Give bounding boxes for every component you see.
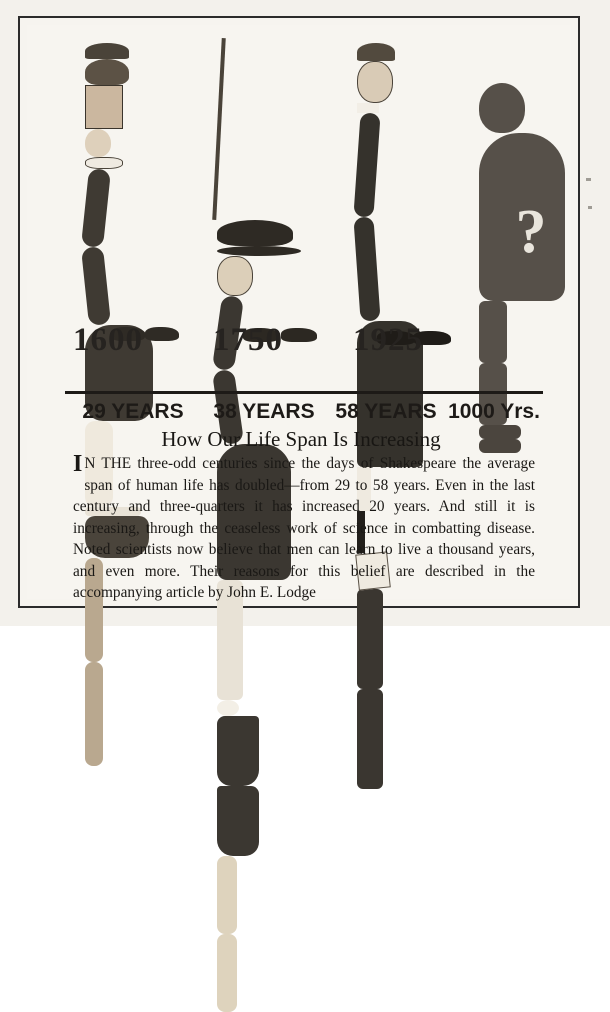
- left-arm-shape: [353, 112, 380, 217]
- year-label-1750: 1750: [213, 322, 283, 358]
- collar-shape: [85, 157, 123, 169]
- left-arm-shape: [81, 168, 111, 248]
- head-silhouette-shape: [479, 83, 525, 133]
- headline: How Our Life Span Is Increasing: [161, 427, 441, 451]
- lifespan-label-1600: 29 YEARS: [82, 400, 184, 423]
- right-leg-shape: [85, 662, 103, 766]
- figure-future: [479, 83, 583, 383]
- tricorn-hat-brim-shape: [217, 246, 301, 256]
- right-arm-shape: [353, 216, 380, 321]
- first-words: N THE: [84, 455, 132, 472]
- hair-shape: [357, 43, 395, 61]
- article-text: three-odd centuries since the days of Shakespeare the average span of human life has doubled—from 29 to 58 years. Even in the last century and three-quarters it has increased 20 years. And still it is increasing, through the ceaseless work of science in combatting disease. Noted scientists now believe that men can learn to live a thousand years, and even more. Their reasons for this belief are described in the accompanying article by John E. Lodge: [73, 455, 535, 601]
- collar-shape: [357, 103, 379, 113]
- article-paragraph: [73, 453, 535, 604]
- hat-shape: [85, 43, 129, 59]
- face-shape: [85, 129, 111, 157]
- year-label-1600: 1600: [73, 322, 143, 358]
- head-shape: [357, 61, 393, 103]
- right-arm-shape: [81, 246, 111, 326]
- plate-inner: [27, 25, 571, 599]
- tricorn-hat-shape: [217, 220, 293, 246]
- scan-artifact-mark: [586, 178, 591, 181]
- left-leg-shape: [479, 301, 507, 363]
- lifespan-label-1750: 38 YEARS: [213, 400, 315, 423]
- lifespan-label-row: [65, 397, 543, 427]
- figure-row: [27, 33, 575, 451]
- hair-shape: [85, 59, 129, 85]
- head-shape: [217, 256, 253, 296]
- year-label-1925: 1925: [353, 322, 423, 358]
- walking-cane-shape: [212, 38, 226, 220]
- coat-tail-left-shape: [217, 716, 259, 786]
- drop-cap: I: [73, 451, 83, 477]
- lifespan-label-future: 1000 Yrs.: [448, 400, 540, 423]
- baseline-rule: [65, 391, 543, 394]
- right-leg-shape: [357, 689, 383, 789]
- left-leg-shape: [217, 856, 237, 934]
- question-mark-label: ?: [515, 198, 547, 266]
- head-shape: [85, 85, 123, 129]
- lifespan-label-1925: 58 YEARS: [335, 400, 437, 423]
- illustration-plate: [18, 16, 580, 608]
- right-shoe-shape: [145, 327, 179, 341]
- scan-artifact-mark: [588, 206, 592, 209]
- right-leg-shape: [217, 934, 237, 1012]
- coat-tail-right-shape: [217, 786, 259, 856]
- right-shoe-shape: [281, 328, 317, 342]
- article-body: [73, 453, 535, 604]
- left-leg-shape: [357, 589, 383, 689]
- figure-future-art: [479, 83, 583, 383]
- cravat-shape: [217, 700, 239, 716]
